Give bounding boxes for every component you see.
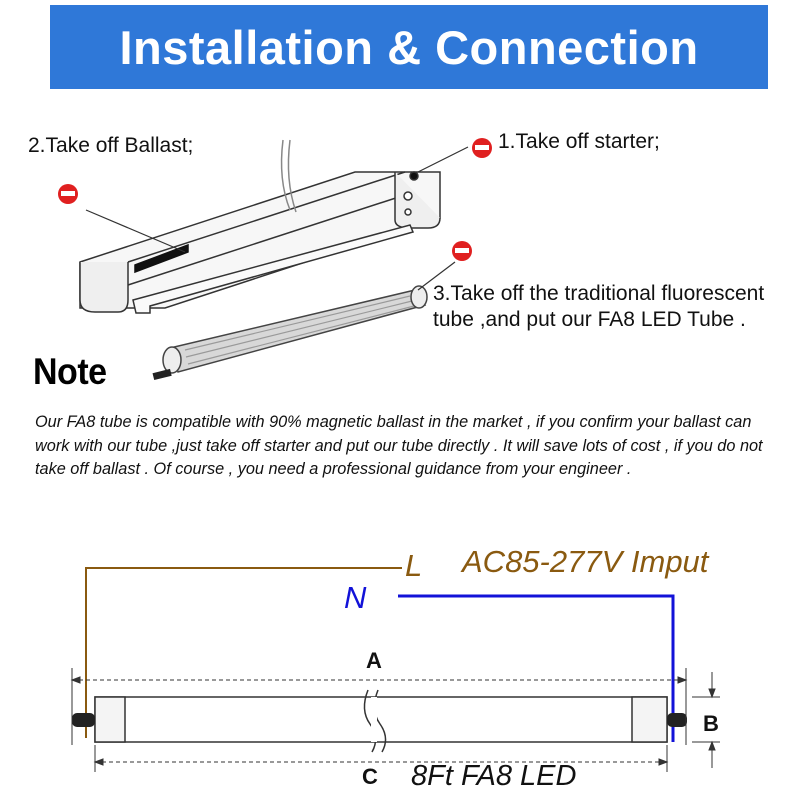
no-entry-icon	[452, 241, 472, 261]
led-tube	[72, 690, 687, 752]
fixture-illustration	[80, 140, 440, 313]
step-replace-tube: 3.Take off the traditional fluorescent tube ,and put our FA8 LED Tube .	[433, 282, 765, 331]
voltage-label: AC85-277V Imput	[462, 544, 709, 579]
fluorescent-tube	[153, 286, 427, 380]
step-remove-ballast: 2.Take off Ballast;	[28, 134, 194, 157]
dimension-a-label: A	[366, 648, 382, 673]
product-label: 8Ft FA8 LED	[411, 760, 577, 792]
starter-pointer	[418, 147, 468, 172]
neutral-label: N	[344, 580, 367, 615]
note-body: Our FA8 tube is compatible with 90% magnetic ballast in the market , if you confirm your ballast can work with our tube ,just take off starter and put our tube directly . It will save lots of cost , if you do not take off ballast . Of course , you need a professional guidance from your engineer .	[35, 413, 763, 479]
dimension-c-label: C	[362, 764, 378, 789]
no-entry-icon	[472, 138, 492, 158]
step-remove-starter: 1.Take off starter;	[498, 130, 660, 153]
note-heading: Note	[33, 351, 107, 393]
dimension-b-label: B	[703, 711, 719, 736]
banner-title: Installation & Connection	[119, 20, 699, 74]
line-label: L	[405, 548, 423, 583]
no-entry-icon	[58, 184, 78, 204]
